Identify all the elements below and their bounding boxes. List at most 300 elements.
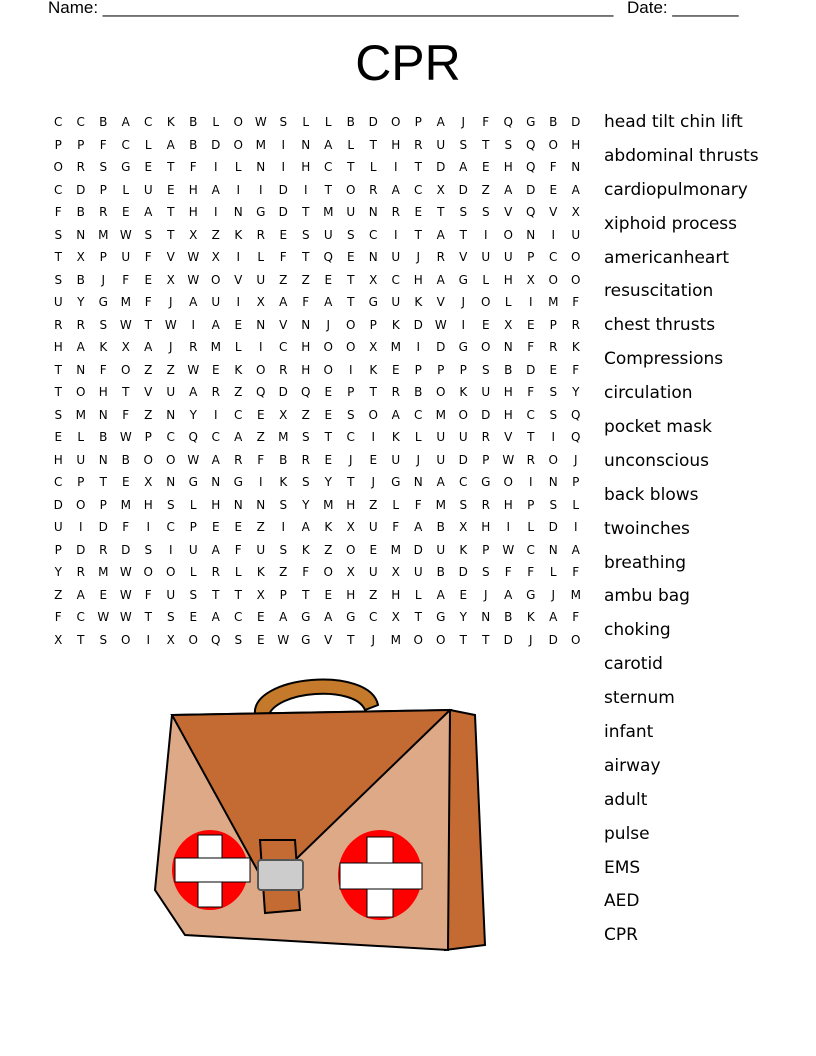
grid-letter: O [346, 542, 356, 557]
grid-letter: E [549, 182, 558, 197]
grid-letter: E [414, 205, 423, 219]
grid-letter: F [144, 587, 152, 602]
grid-letter: X [211, 250, 220, 264]
grid-letter: W [277, 632, 290, 647]
grid-letter: D [53, 497, 63, 512]
grid-letter: S [189, 587, 198, 602]
grid-letter: X [369, 340, 378, 354]
grid-letter: P [414, 362, 422, 377]
grid-row [47, 449, 587, 472]
grid-letter: B [504, 610, 513, 624]
grid-letter: B [189, 137, 198, 152]
grid-row [47, 516, 587, 539]
grid-letter: U [436, 542, 446, 557]
grid-letter: X [346, 520, 355, 534]
grid-letter: Z [301, 272, 310, 287]
grid-letter: B [436, 565, 445, 579]
grid-letter: M [255, 137, 266, 152]
grid-letter: Z [301, 407, 310, 422]
grid-letter: K [99, 340, 108, 354]
grid-letter: R [526, 452, 535, 467]
grid-letter: I [348, 362, 353, 377]
grid-letter: E [144, 160, 153, 174]
grid-letter: O [76, 497, 86, 512]
grid-letter: X [189, 227, 198, 242]
grid-letter: I [281, 160, 286, 174]
grid-letter: A [234, 430, 243, 444]
grid-letter: M [120, 295, 131, 309]
grid-letter: F [392, 520, 400, 534]
grid-letter: C [369, 610, 378, 624]
grid-letter: C [121, 137, 130, 152]
grid-letter: O [346, 340, 356, 354]
grid-letter: G [391, 475, 401, 489]
grid-letter: P [54, 542, 62, 557]
grid-letter: V [166, 250, 175, 264]
grid-letter: J [461, 295, 466, 309]
grid-letter: D [98, 520, 108, 534]
grid-letter: Q [211, 632, 221, 647]
grid-letter: T [302, 250, 310, 264]
grid-row [47, 201, 587, 224]
grid-letter: B [99, 115, 108, 129]
grid-letter: P [527, 497, 535, 512]
grid-letter: C [144, 115, 153, 129]
grid-letter: D [548, 632, 558, 647]
grid-letter: I [258, 182, 263, 197]
grid-letter: E [526, 317, 535, 332]
grid-letter: P [189, 520, 197, 534]
grid-letter: I [303, 182, 308, 197]
grid-letter: F [144, 250, 152, 264]
grid-letter: T [414, 227, 422, 242]
grid-letter: I [213, 160, 218, 174]
grid-letter: E [256, 610, 265, 624]
grid-letter: N [526, 227, 536, 242]
grid-letter: U [346, 205, 356, 219]
grid-letter: X [256, 587, 265, 602]
grid-letter: E [234, 520, 243, 534]
grid-letter: G [256, 205, 266, 219]
grid-letter: N [76, 362, 86, 377]
grid-row [47, 561, 587, 584]
grid-letter: D [278, 205, 288, 219]
word-list-item: back blows [604, 484, 699, 505]
grid-letter: X [346, 565, 355, 579]
grid-letter: I [281, 137, 286, 152]
word-list-item: infant [604, 722, 654, 743]
grid-letter: D [413, 542, 423, 557]
grid-letter: Z [279, 565, 288, 579]
grid-letter: X [76, 250, 85, 264]
grid-letter: W [97, 610, 110, 624]
grid-letter: U [436, 430, 446, 444]
grid-letter: F [122, 272, 130, 287]
grid-row [47, 314, 587, 337]
grid-letter: P [482, 542, 490, 557]
grid-letter: D [526, 362, 536, 377]
grid-letter: X [436, 182, 445, 197]
grid-letter: O [76, 385, 86, 399]
grid-letter: O [323, 340, 333, 354]
grid-letter: J [348, 452, 353, 467]
grid-letter: N [98, 452, 108, 467]
grid-letter: J [101, 272, 106, 287]
grid-letter: T [167, 227, 175, 242]
grid-letter: X [256, 295, 265, 309]
grid-letter: E [324, 272, 333, 287]
grid-letter: G [368, 295, 378, 309]
grid-letter: T [347, 295, 355, 309]
grid-letter: J [168, 340, 173, 354]
grid-letter: E [256, 407, 265, 422]
grid-letter: O [436, 632, 446, 647]
grid-letter: O [368, 407, 378, 422]
grid-letter: X [504, 317, 513, 332]
grid-letter: V [234, 272, 243, 287]
grid-letter: S [99, 160, 108, 174]
grid-letter: Y [302, 497, 310, 512]
grid-letter: V [504, 430, 513, 444]
grid-letter: N [166, 407, 176, 422]
grid-letter: I [483, 227, 488, 242]
grid-letter: R [481, 430, 490, 444]
grid-letter: Z [256, 430, 265, 444]
grid-letter: T [347, 632, 355, 647]
grid-letter: N [256, 317, 266, 332]
grid-letter: F [99, 362, 107, 377]
grid-letter: P [279, 587, 287, 602]
grid-letter: K [459, 385, 468, 399]
grid-letter: U [413, 565, 423, 579]
grid-letter: T [54, 362, 62, 377]
grid-letter: I [168, 542, 173, 557]
grid-letter: W [434, 317, 447, 332]
grid-letter: N [256, 160, 266, 174]
grid-letter: U [368, 565, 378, 579]
grid-letter: H [503, 385, 513, 399]
grid-letter: K [256, 565, 265, 579]
grid-letter: K [571, 340, 580, 354]
grid-letter: M [98, 565, 109, 579]
grid-letter: L [527, 520, 535, 534]
grid-letter: F [54, 610, 62, 624]
grid-letter: C [369, 227, 378, 242]
grid-letter: F [527, 340, 535, 354]
grid-letter: F [144, 295, 152, 309]
grid-letter: L [212, 115, 220, 129]
grid-letter: L [392, 497, 400, 512]
grid-letter: R [436, 250, 445, 264]
grid-row [47, 134, 587, 157]
grid-letter: I [236, 250, 241, 264]
grid-letter: V [436, 295, 445, 309]
grid-letter: Y [189, 407, 197, 422]
grid-letter: C [211, 430, 220, 444]
grid-letter: A [571, 182, 580, 197]
grid-letter: N [413, 475, 423, 489]
grid-letter: A [436, 227, 445, 242]
grid-letter: U [121, 250, 131, 264]
grid-letter: K [391, 317, 400, 332]
grid-letter: A [211, 610, 220, 624]
grid-letter: A [504, 587, 513, 602]
grid-letter: D [458, 452, 468, 467]
grid-letter: P [459, 362, 467, 377]
grid-letter: G [526, 115, 536, 129]
grid-letter: E [481, 317, 490, 332]
grid-letter: X [391, 565, 400, 579]
grid-letter: Z [54, 587, 63, 602]
grid-letter: S [144, 227, 153, 242]
grid-letter: L [549, 565, 557, 579]
grid-letter: E [324, 587, 333, 602]
grid-letter: I [551, 430, 556, 444]
grid-letter: A [504, 182, 513, 197]
grid-letter: U [166, 587, 176, 602]
grid-letter: B [189, 115, 198, 129]
grid-letter: D [76, 542, 86, 557]
grid-letter: F [482, 115, 490, 129]
grid-letter: S [301, 475, 310, 489]
date-field-label: Date: _______ [627, 0, 739, 17]
grid-row [47, 426, 587, 449]
grid-letter: P [572, 475, 580, 489]
grid-letter: C [414, 407, 423, 422]
grid-row [47, 359, 587, 382]
grid-row [47, 381, 587, 404]
grid-letter: S [346, 407, 355, 422]
grid-letter: K [391, 430, 400, 444]
grid-letter: C [459, 475, 468, 489]
grid-letter: C [234, 407, 243, 422]
grid-letter: H [301, 340, 311, 354]
grid-letter: Y [324, 475, 332, 489]
bag-side-panel [445, 710, 485, 950]
bag-buckle [258, 860, 303, 890]
grid-letter: T [324, 182, 332, 197]
grid-letter: E [121, 205, 130, 219]
grid-letter: F [302, 295, 310, 309]
grid-letter: G [121, 160, 131, 174]
grid-letter: S [54, 407, 63, 422]
grid-letter: B [504, 362, 513, 377]
grid-letter: O [548, 272, 558, 287]
grid-letter: L [302, 115, 310, 129]
grid-letter: L [324, 115, 332, 129]
word-list-item: chest thrusts [604, 315, 716, 336]
word-list-item: choking [604, 620, 671, 641]
grid-letter: E [99, 587, 108, 602]
grid-letter: H [413, 272, 423, 287]
grid-letter: E [234, 317, 243, 332]
grid-letter: C [76, 610, 85, 624]
grid-letter: O [188, 632, 198, 647]
grid-letter: T [347, 272, 355, 287]
grid-letter: U [436, 452, 446, 467]
grid-letter: O [481, 340, 491, 354]
grid-letter: E [211, 520, 220, 534]
grid-letter: T [369, 385, 377, 399]
grid-letter: O [233, 115, 243, 129]
grid-letter: Q [571, 407, 581, 422]
grid-letter: X [526, 272, 535, 287]
grid-letter: H [53, 452, 63, 467]
grid-letter: N [211, 475, 221, 489]
grid-letter: X [391, 610, 400, 624]
grid-letter: T [212, 587, 220, 602]
word-list-item: carotid [604, 654, 663, 675]
grid-letter: E [459, 587, 468, 602]
grid-letter: A [414, 520, 423, 534]
grid-letter: L [77, 430, 85, 444]
grid-letter: U [256, 272, 266, 287]
grid-letter: A [459, 160, 468, 174]
grid-letter: F [257, 452, 265, 467]
word-list-item: unconscious [604, 450, 710, 471]
grid-letter: D [413, 317, 423, 332]
grid-letter: A [166, 137, 175, 152]
grid-letter: O [391, 115, 401, 129]
grid-letter: F [572, 295, 580, 309]
grid-letter: B [121, 452, 130, 467]
grid-letter: H [301, 362, 311, 377]
grid-letter: J [371, 632, 376, 647]
word-list-item: cardiopulmonary [604, 179, 748, 200]
grid-letter: R [301, 452, 310, 467]
grid-letter: E [346, 250, 355, 264]
grid-letter: O [121, 362, 131, 377]
grid-letter: B [76, 205, 85, 219]
grid-letter: U [143, 182, 153, 197]
grid-letter: A [189, 295, 198, 309]
grid-letter: B [549, 115, 558, 129]
word-list-item: pulse [604, 823, 650, 844]
grid-letter: A [279, 610, 288, 624]
grid-letter: R [571, 317, 580, 332]
grid-letter: L [189, 497, 197, 512]
grid-letter: A [324, 137, 333, 152]
grid-letter: R [279, 362, 288, 377]
grid-letter: J [528, 632, 533, 647]
grid-letter: A [436, 272, 445, 287]
grid-letter: X [121, 340, 130, 354]
grid-letter: T [369, 137, 377, 152]
grid-letter: S [54, 227, 63, 242]
grid-letter: P [77, 137, 85, 152]
grid-letter: W [254, 115, 267, 129]
grid-letter: D [571, 115, 581, 129]
grid-letter: F [99, 137, 107, 152]
grid-letter: B [99, 430, 108, 444]
grid-letter: P [99, 182, 107, 197]
grid-letter: X [54, 632, 63, 647]
grid-letter: G [301, 632, 311, 647]
grid-letter: D [548, 520, 558, 534]
grid-letter: G [526, 587, 536, 602]
grid-letter: A [76, 587, 85, 602]
grid-letter: A [279, 295, 288, 309]
grid-letter: O [413, 632, 423, 647]
grid-letter: A [211, 452, 220, 467]
grid-letter: Y [459, 610, 467, 624]
grid-letter: S [166, 610, 175, 624]
grid-letter: C [526, 407, 535, 422]
grid-letter: H [301, 160, 311, 174]
grid-letter: Q [301, 385, 311, 399]
grid-letter: G [436, 610, 446, 624]
grid-letter: F [189, 160, 197, 174]
grid-letter: F [122, 407, 130, 422]
grid-letter: T [54, 385, 62, 399]
grid-letter: V [459, 250, 468, 264]
grid-letter: E [189, 610, 198, 624]
grid-letter: I [528, 295, 533, 309]
grid-letter: D [481, 407, 491, 422]
grid-letter: T [459, 632, 467, 647]
grid-letter: Y [54, 565, 62, 579]
grid-letter: H [391, 137, 401, 152]
grid-letter: G [98, 295, 108, 309]
grid-letter: T [482, 632, 490, 647]
grid-letter: T [144, 317, 152, 332]
grid-letter: W [119, 430, 132, 444]
grid-letter: N [368, 205, 378, 219]
grid-letter: O [503, 227, 513, 242]
grid-letter: K [369, 362, 378, 377]
grid-letter: F [572, 362, 580, 377]
grid-letter: R [414, 137, 423, 152]
grid-letter: I [281, 520, 286, 534]
red-cross-right [338, 830, 422, 920]
grid-letter: M [390, 542, 401, 557]
grid-row [47, 224, 587, 247]
grid-letter: N [98, 407, 108, 422]
grid-letter: P [369, 317, 377, 332]
grid-letter: E [54, 430, 63, 444]
grid-letter: W [502, 542, 515, 557]
grid-row [47, 606, 587, 629]
grid-letter: S [549, 497, 558, 512]
grid-letter: O [323, 362, 333, 377]
grid-letter: D [121, 542, 131, 557]
grid-letter: C [76, 115, 85, 129]
grid-letter: U [53, 520, 63, 534]
grid-letter: U [436, 137, 446, 152]
grid-letter: L [347, 137, 355, 152]
grid-letter: A [436, 587, 445, 602]
grid-letter: E [144, 272, 153, 287]
grid-letter: H [503, 272, 513, 287]
grid-letter: P [77, 475, 85, 489]
grid-letter: F [572, 565, 580, 579]
word-list-item: CPR [604, 925, 638, 946]
grid-letter: G [301, 610, 311, 624]
grid-letter: S [279, 497, 288, 512]
grid-letter: L [257, 250, 265, 264]
grid-letter: M [210, 340, 221, 354]
grid-letter: S [481, 362, 490, 377]
grid-letter: F [527, 565, 535, 579]
grid-letter: G [458, 340, 468, 354]
grid-row [47, 111, 587, 134]
grid-letter: N [548, 475, 558, 489]
grid-letter: D [76, 182, 86, 197]
grid-letter: V [504, 205, 513, 219]
grid-letter: A [211, 182, 220, 197]
grid-letter: C [54, 182, 63, 197]
grid-letter: U [53, 295, 63, 309]
